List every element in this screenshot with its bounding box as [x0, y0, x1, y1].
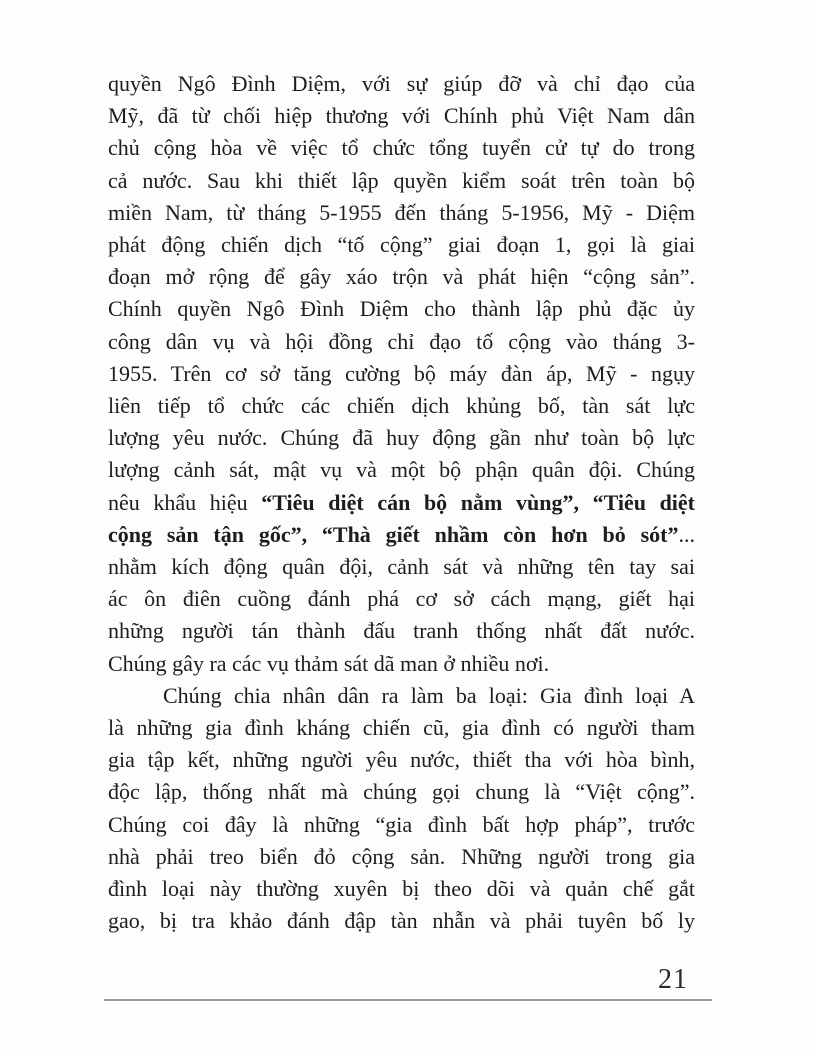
text-line [108, 132, 695, 164]
text-line [108, 197, 695, 229]
text-segment: ... [678, 521, 695, 547]
text-segment: là những gia đình kháng chiến cũ, gia đình có người tham [108, 715, 695, 741]
text-line [108, 905, 695, 937]
text-segment: phát động chiến dịch “tố cộng” giai đoạn 1, gọi là giai [108, 232, 695, 258]
text-segment: nêu khẩu hiệu [108, 489, 262, 515]
text-segment: những người tán thành đấu tranh thống nhất đất nước. [108, 618, 695, 644]
emphasized-text: “Tiêu diệt cán bộ nằm vùng”, “Tiêu diệt [261, 489, 696, 515]
text-segment: ác ôn điên cuồng đánh phá cơ sở cách mạng, giết hại [108, 586, 695, 612]
text-segment: gao, bị tra khảo đánh đập tàn nhẫn và phải tuyên bố ly [108, 908, 695, 934]
text-line [108, 712, 695, 744]
text-segment: công dân vụ và hội đồng chỉ đạo tố cộng vào tháng 3- [108, 328, 695, 354]
paragraph [108, 680, 695, 938]
text-line [108, 776, 695, 808]
text-segment: đình loại này thường xuyên bị theo dõi và quản chế gắt [108, 876, 695, 902]
text-line [108, 358, 695, 390]
text-segment: nhà phải treo biển đỏ cộng sản. Những người trong gia [108, 843, 695, 869]
text-segment: gia tập kết, những người yêu nước, thiết tha với hòa bình, [108, 747, 695, 773]
text-line [108, 551, 695, 583]
text-segment: cả nước. Sau khi thiết lập quyền kiểm soát trên toàn bộ [108, 167, 695, 193]
text-line [108, 454, 695, 486]
text-segment: lượng cảnh sát, mật vụ và một bộ phận quân đội. Chúng [108, 457, 695, 483]
text-line [108, 422, 695, 454]
text-segment: miền Nam, từ tháng 5-1955 đến tháng 5-1956, Mỹ - Diệm [108, 199, 695, 225]
text-segment: Mỹ, đã từ chối hiệp thương với Chính phủ Việt Nam dân [108, 103, 695, 129]
text-line [108, 615, 695, 647]
text-segment: Chúng coi đây là những “gia đình bất hợp pháp”, trước [108, 811, 695, 837]
text-line [108, 165, 695, 197]
text-line [108, 229, 695, 261]
text-segment: liên tiếp tổ chức các chiến dịch khủng bố, tàn sát lực [108, 393, 695, 419]
text-line [108, 841, 695, 873]
text-line [108, 519, 695, 551]
text-line [108, 390, 695, 422]
text-line [108, 100, 695, 132]
text-segment: nhằm kích động quân đội, cảnh sát và những tên tay sai [108, 554, 695, 580]
page-number: 21 [658, 964, 688, 995]
text-segment: chủ cộng hòa về việc tổ chức tổng tuyển cử tự do trong [108, 135, 695, 161]
text-line [108, 68, 695, 100]
text-segment: Chúng chia nhân dân ra làm ba loại: Gia đình loại A [163, 682, 695, 708]
text-line [108, 293, 695, 325]
text-block [108, 68, 695, 937]
text-line [108, 809, 695, 841]
text-line [108, 583, 695, 615]
text-line [108, 680, 695, 712]
text-line [108, 261, 695, 293]
emphasized-text: cộng sản tận gốc”, “Thà giết nhầm còn hơn bỏ sót” [108, 521, 679, 547]
text-line [108, 487, 695, 519]
text-line [108, 873, 695, 905]
paragraph [108, 68, 695, 680]
text-segment: đoạn mở rộng để gây xáo trộn và phát hiện “cộng sản”. [108, 264, 695, 290]
text-segment: lượng yêu nước. Chúng đã huy động gần như toàn bộ lực [108, 425, 695, 451]
footer-rule [104, 999, 712, 1001]
text-segment: độc lập, thống nhất mà chúng gọi chung là “Việt cộng”. [108, 779, 695, 805]
text-line [108, 648, 695, 680]
text-line [108, 744, 695, 776]
text-segment: Chúng gây ra các vụ thảm sát dã man ở nhiều nơi. [108, 650, 550, 676]
text-line [108, 326, 695, 358]
text-segment: quyền Ngô Đình Diệm, với sự giúp đỡ và chỉ đạo của [108, 71, 695, 96]
text-segment: 1955. Trên cơ sở tăng cường bộ máy đàn áp, Mỹ - ngụy [108, 360, 695, 386]
text-segment: Chính quyền Ngô Đình Diệm cho thành lập phủ đặc ủy [108, 296, 695, 322]
